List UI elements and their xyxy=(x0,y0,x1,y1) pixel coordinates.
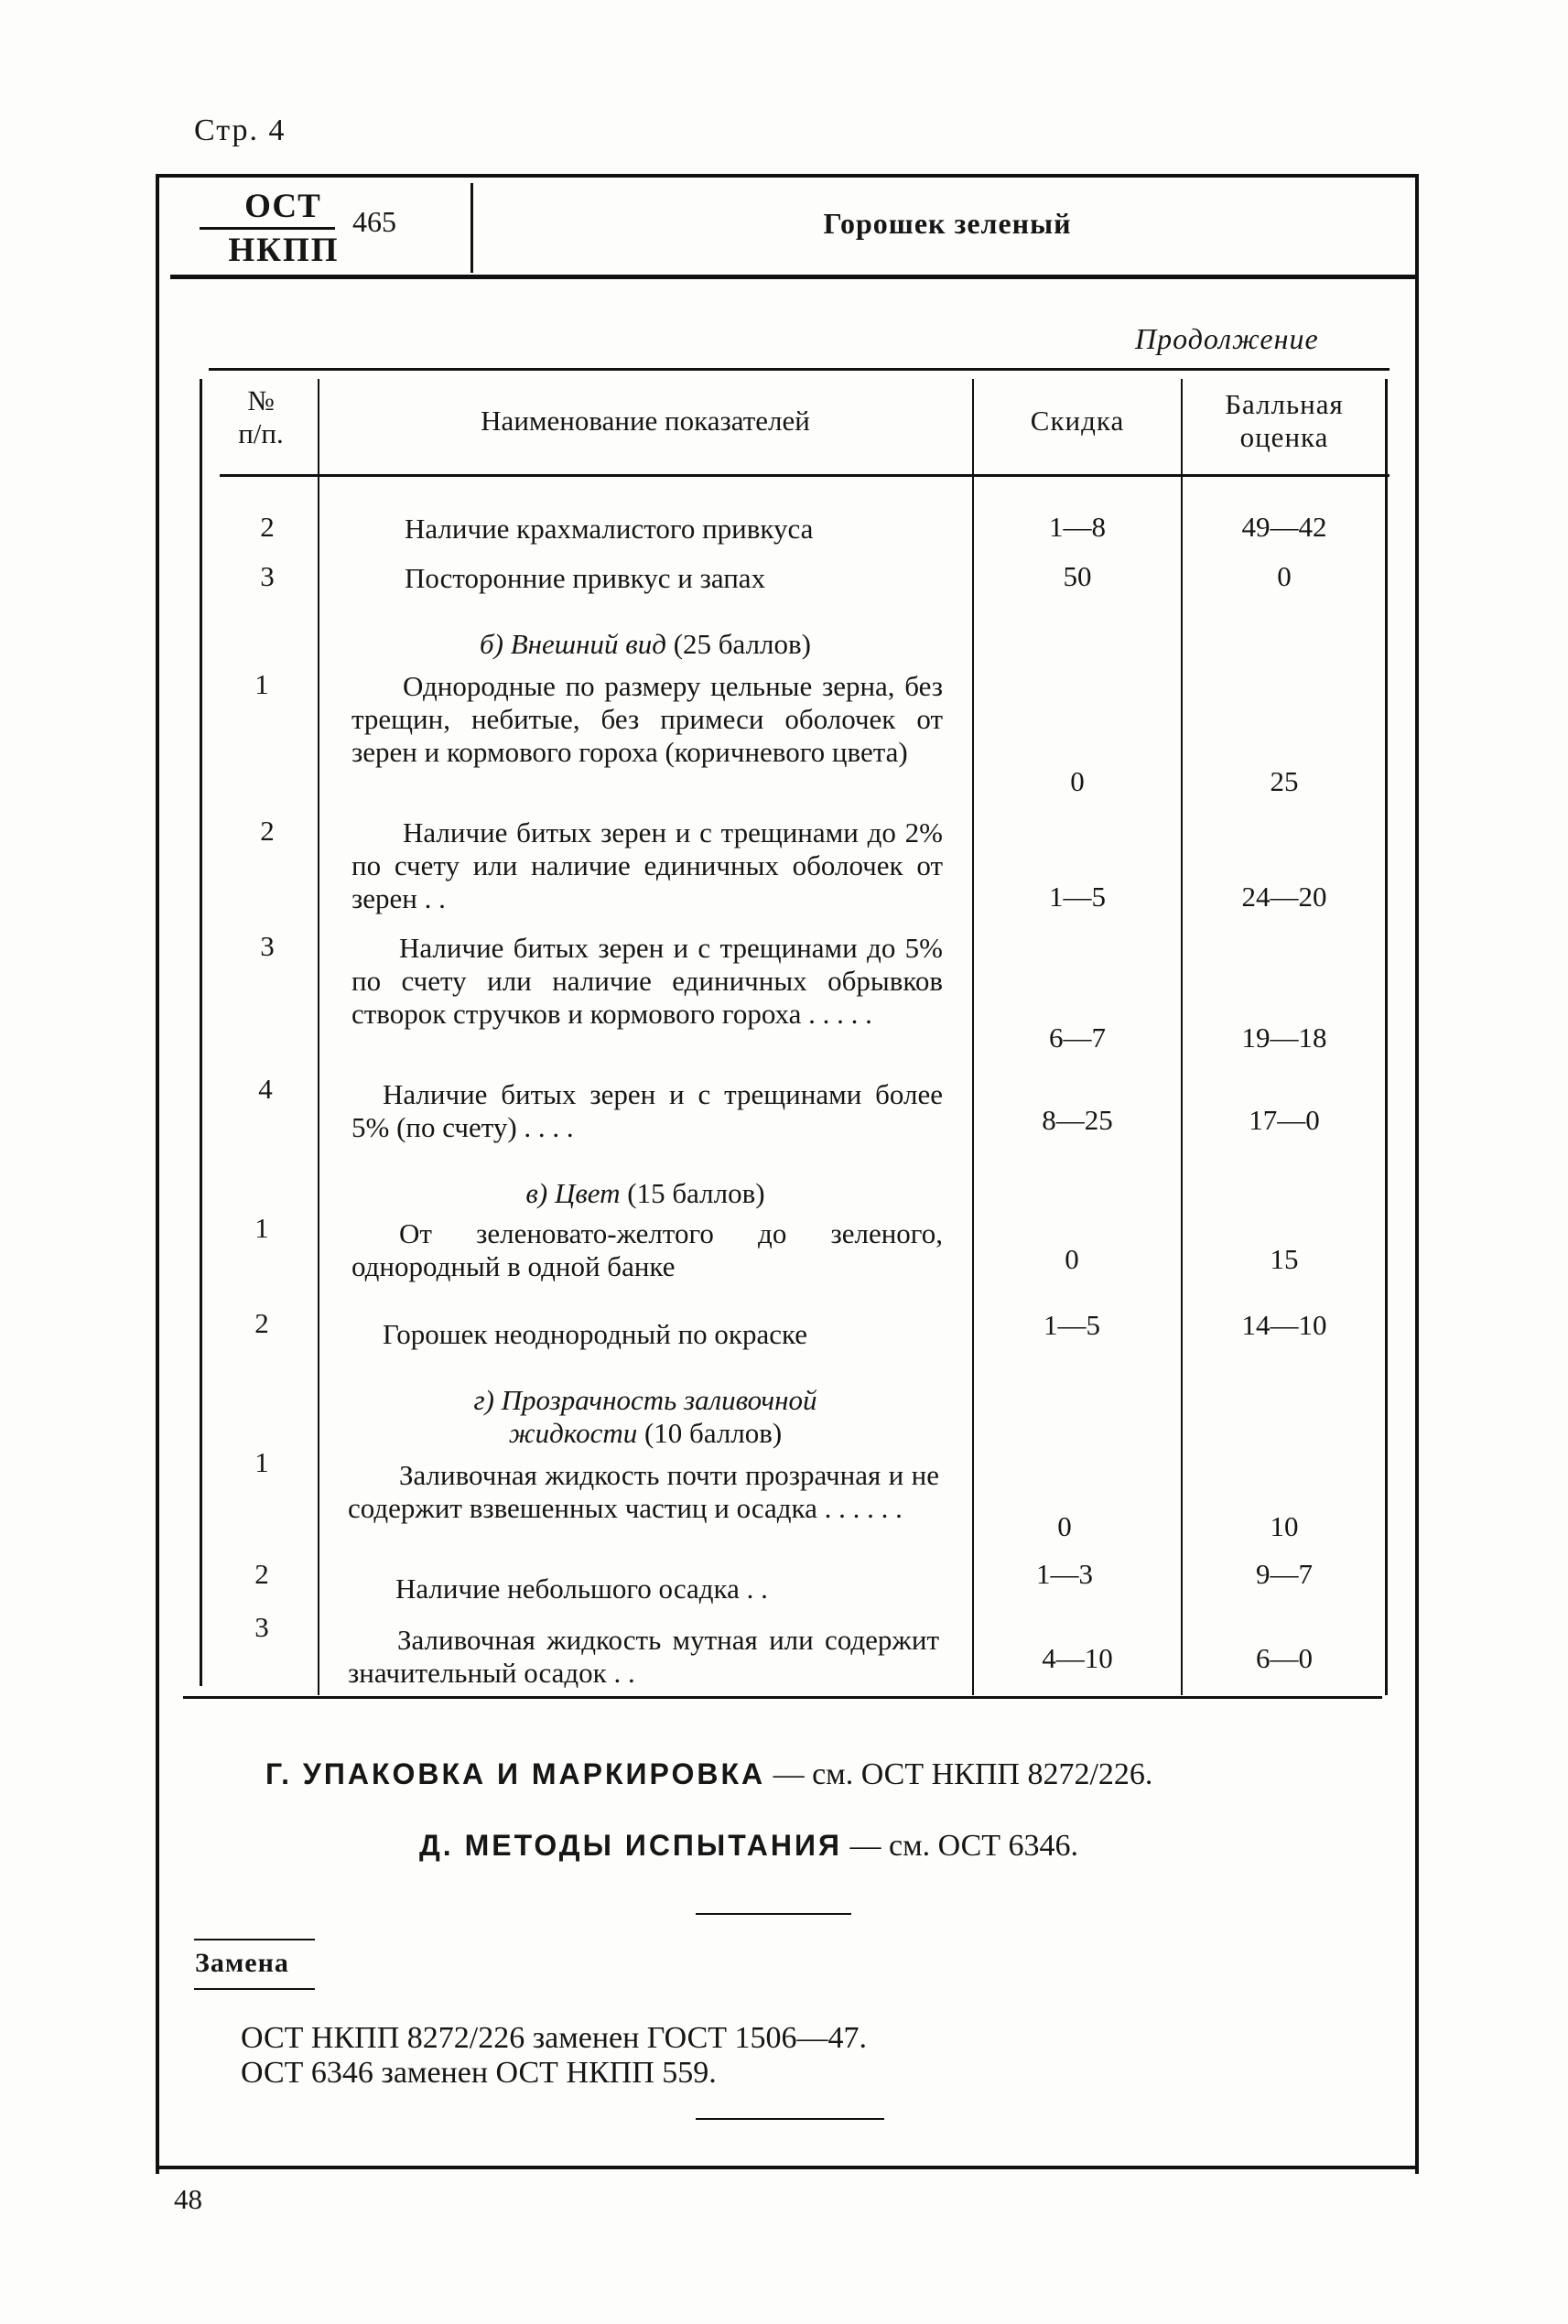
header-title: Горошек зеленый xyxy=(823,207,1072,240)
row-number: 4 xyxy=(258,1073,273,1105)
row-score: 19—18 xyxy=(1241,1021,1327,1054)
replacement-underline xyxy=(194,1988,315,1990)
row-score: 49—42 xyxy=(1241,511,1327,543)
section-letter: б) xyxy=(480,628,503,660)
row-description: Заливочная жидкость почти прозрачная и не содержит взвешенных частиц и осадка . . . . . . xyxy=(348,1459,939,1524)
table-top-rule xyxy=(209,368,1390,371)
section-title-line2: жидкости xyxy=(508,1417,638,1449)
closing-rule xyxy=(696,2118,884,2120)
section-letter: г) xyxy=(473,1384,494,1416)
table-bottom-rule xyxy=(183,1696,1382,1699)
page-label: Стр. 4 xyxy=(194,113,287,147)
row-number: 1 xyxy=(254,1446,269,1478)
row-number: 1 xyxy=(254,668,269,700)
separator-rule xyxy=(696,1913,851,1915)
frame-left-border xyxy=(156,174,159,2174)
packaging-line xyxy=(265,1757,1152,1792)
section-title: Внешний вид xyxy=(510,628,666,660)
section-title: Цвет xyxy=(554,1177,621,1209)
section-points: (15 баллов) xyxy=(627,1177,765,1209)
section-title-line1: Прозрачность заливочной xyxy=(501,1384,817,1416)
row-discount: 50 xyxy=(1063,560,1092,592)
col-header-num-line1: № xyxy=(247,384,275,416)
row-score: 10 xyxy=(1270,1510,1299,1542)
frame-bottom-rule xyxy=(156,2166,1419,2169)
table-header-rule xyxy=(220,474,1390,477)
col-header-score-line2: оценка xyxy=(1239,421,1329,453)
table-col-divider-3 xyxy=(1181,379,1183,1695)
frame-right-border xyxy=(1415,174,1419,2174)
row-number: 2 xyxy=(254,1558,269,1590)
replacement-top-rule xyxy=(194,1939,315,1940)
row-number: 3 xyxy=(260,560,275,592)
row-description: Наличие крахмалистого привкуса xyxy=(405,513,814,545)
col-header-score xyxy=(1184,388,1384,454)
replacement-line: ОСТ 6346 заменен ОСТ НКПП 559. xyxy=(241,2056,717,2090)
row-description: Наличие битых зерен и с трещинами до 5% по счету или наличие единичных обрывков створок стручков и кормового гороха . . . . . xyxy=(351,932,943,1030)
row-discount: 0 xyxy=(1070,765,1085,797)
row-discount: 1—5 xyxy=(1049,881,1106,913)
packaging-heading: Г. УПАКОВКА И МАРКИРОВКА xyxy=(265,1757,766,1790)
row-discount: 1—3 xyxy=(1036,1558,1093,1590)
header-bottom-rule xyxy=(170,275,1419,279)
row-discount: 0 xyxy=(1057,1510,1072,1542)
section-letter: в) xyxy=(525,1177,548,1209)
header-nkpp: НКПП xyxy=(228,232,340,269)
methods-reference: — см. ОСТ 6346. xyxy=(849,1829,1079,1863)
row-number: 2 xyxy=(254,1307,269,1339)
frame-top-rule xyxy=(156,174,1419,178)
col-header-discount: Скидка xyxy=(1030,405,1125,437)
row-description: Посторонние привкус и запах xyxy=(405,562,766,594)
table-col-divider-1 xyxy=(318,379,319,1695)
row-score: 17—0 xyxy=(1249,1104,1320,1136)
col-header-num-line2: п/п. xyxy=(238,417,284,449)
page-number: 48 xyxy=(174,2183,202,2215)
row-number: 1 xyxy=(254,1212,269,1244)
row-description: Заливочная жидкость мутная или содержит значительный осадок . . xyxy=(348,1624,939,1689)
col-header-name: Наименование показателей xyxy=(481,405,810,437)
row-number: 3 xyxy=(260,930,275,962)
row-score: 25 xyxy=(1270,765,1299,797)
row-discount: 4—10 xyxy=(1042,1642,1113,1674)
row-discount: 6—7 xyxy=(1049,1021,1106,1054)
header-ost: ОСТ xyxy=(244,188,321,225)
section-heading-appearance xyxy=(330,628,961,661)
row-score: 0 xyxy=(1277,560,1292,592)
replacement-heading: Замена xyxy=(195,1948,289,1978)
section-points: (10 баллов) xyxy=(643,1417,783,1449)
row-score: 9—7 xyxy=(1256,1558,1313,1590)
header-standard-number: 465 xyxy=(352,205,396,238)
row-description: Наличие битых зерен и с трещинами более 5% (по счету) . . . . xyxy=(351,1078,943,1143)
packaging-reference: — см. ОСТ НКПП 8272/226. xyxy=(773,1757,1153,1791)
continued-label: Продолжение xyxy=(1135,322,1319,355)
row-number: 2 xyxy=(260,815,275,847)
row-discount: 0 xyxy=(1065,1243,1079,1275)
col-header-num xyxy=(207,384,315,450)
row-discount: 1—5 xyxy=(1044,1309,1100,1341)
methods-line xyxy=(419,1829,1078,1864)
header-fraction-line xyxy=(200,227,335,230)
row-discount: 8—25 xyxy=(1042,1104,1113,1136)
row-description: Наличие битых зерен и с трещинами до 2% по счету или наличие единичных оболочек от зерен . . xyxy=(351,816,943,914)
table-left-border xyxy=(200,379,202,1686)
section-points: (25 баллов) xyxy=(673,628,811,660)
table-col-divider-2 xyxy=(972,379,974,1695)
table-right-border xyxy=(1385,379,1388,1695)
row-score: 24—20 xyxy=(1241,881,1327,913)
row-description: От зеленовато-желтого до зеленого, однородный в одной банке xyxy=(351,1217,943,1282)
row-discount: 1—8 xyxy=(1049,511,1106,543)
col-header-score-line1: Балльная xyxy=(1225,388,1344,420)
section-heading-color xyxy=(330,1177,961,1210)
methods-heading: Д. МЕТОДЫ ИСПЫТАНИЯ xyxy=(419,1829,842,1862)
row-description: Однородные по размеру цельные зерна, без трещин, небитые, без примеси оболочек от зерен и кормового гороха (коричневого цвета) xyxy=(351,670,943,768)
section-heading-transparency xyxy=(330,1384,961,1450)
header-divider xyxy=(470,183,473,273)
row-score: 14—10 xyxy=(1241,1309,1327,1341)
row-number: 3 xyxy=(254,1611,269,1643)
row-description: Горошек неоднородный по окраске xyxy=(383,1318,808,1350)
row-number: 2 xyxy=(260,511,275,543)
replacement-line: ОСТ НКПП 8272/226 заменен ГОСТ 1506—47. xyxy=(241,2021,868,2055)
row-description: Наличие небольшого осадка . . xyxy=(395,1573,768,1605)
row-score: 15 xyxy=(1270,1243,1299,1275)
row-score: 6—0 xyxy=(1256,1642,1313,1674)
